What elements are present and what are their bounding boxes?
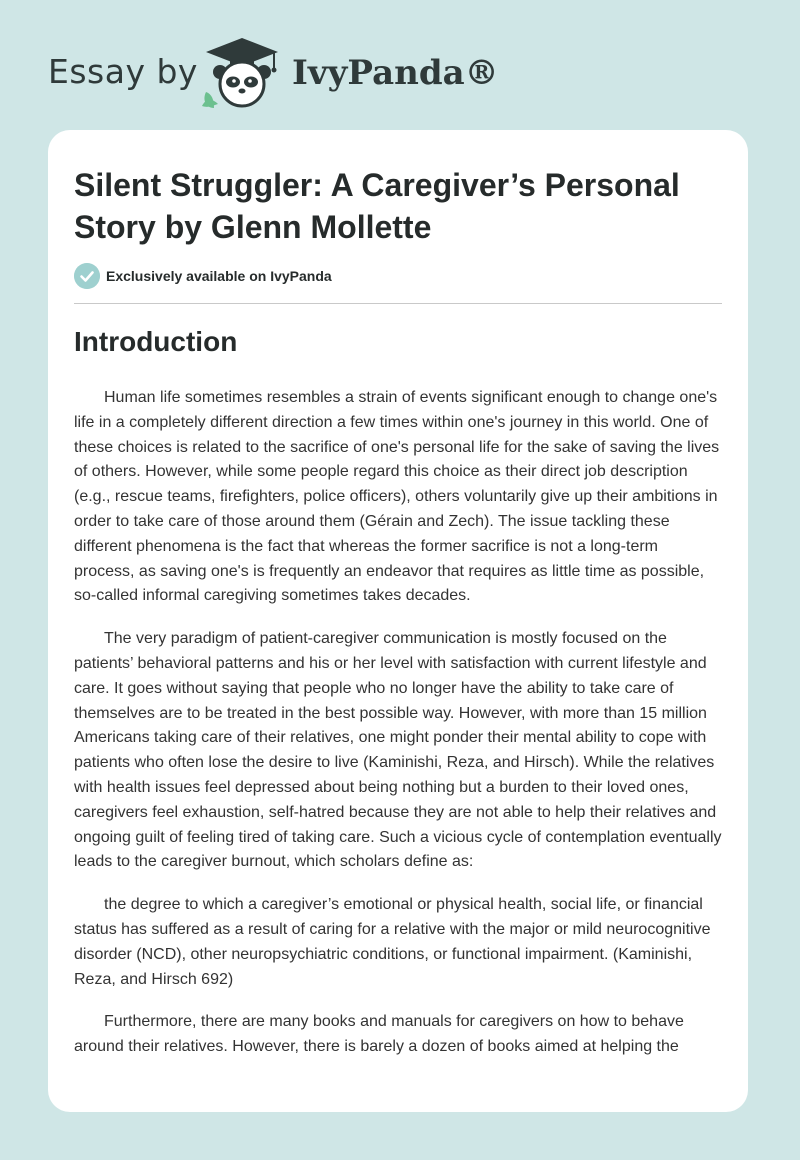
divider (74, 303, 722, 304)
badge-text: Exclusively available on IvyPanda (106, 268, 332, 284)
graduation-panda-icon (200, 34, 284, 110)
section-heading: Introduction (74, 326, 238, 357)
brand-prefix: Essay by (48, 52, 198, 91)
checkmark-circle-icon (74, 263, 100, 289)
block-quote: the degree to which a caregiver’s emotional or physical health, social life, or financial status has suffered as a result of caring for a relative with the major or mild neurocognitive disorder (NCD), other neuropsychiatric conditions, or functional impairment. (Kaminishi, Reza, and Hirsch 692) (74, 896, 711, 988)
essay-body (74, 386, 722, 1078)
brand-name: IvyPanda® (292, 53, 499, 93)
essay-title: Silent Struggler: A Caregiver’s Personal Story by Glenn Mollette (74, 167, 680, 245)
essay-card (48, 130, 748, 1112)
paragraph: The very paradigm of patient-caregiver communication is mostly focused on the patients’ behavioral patterns and his or her level with satisfaction with current lifestyle and care. It goes without saying that people who no longer have the ability to take care of themselves are to be treated in the best possible way. However, with more than 15 million Americans taking care of their relatives, one might ponder their mental ability to cope with patients who often lose the desire to live (Kaminishi, Reza, and Hirsch). While the relatives with health issues feel depressed about being nothing but a burden to their loved ones, caregivers feel exhaustion, self-hatred because they are not able to help their relatives and ongoing guilt of feeling tired of taking care. Such a vicious cycle of contemplation eventually leads to the caregiver burnout, which scholars define as: (74, 630, 722, 871)
exclusive-badge (74, 262, 474, 290)
brand-header (48, 34, 508, 114)
paragraph: Furthermore, there are many books and manuals for caregivers on how to behave around their relatives. However, there is barely a dozen of books aimed at helping the (74, 1013, 684, 1056)
paragraph: Human life sometimes resembles a strain of events significant enough to change one's life in a completely different direction a few times within one's journey in this world. One of these choices is related to the sacrifice of one's personal life for the sake of saving the lives of others. However, while some people regard this choice as their direct job description (e.g., rescue teams, firefighters, police officers), others voluntarily give up their ambitions in order to take care of those around them (Gérain and Zech). The issue tackling these different phenomena is the fact that whereas the former sacrifice is not a long-term process, as saving one's is frequently an endeavor that requires as little time as possible, so-called informal caregiving sometimes takes decades. (74, 389, 720, 605)
